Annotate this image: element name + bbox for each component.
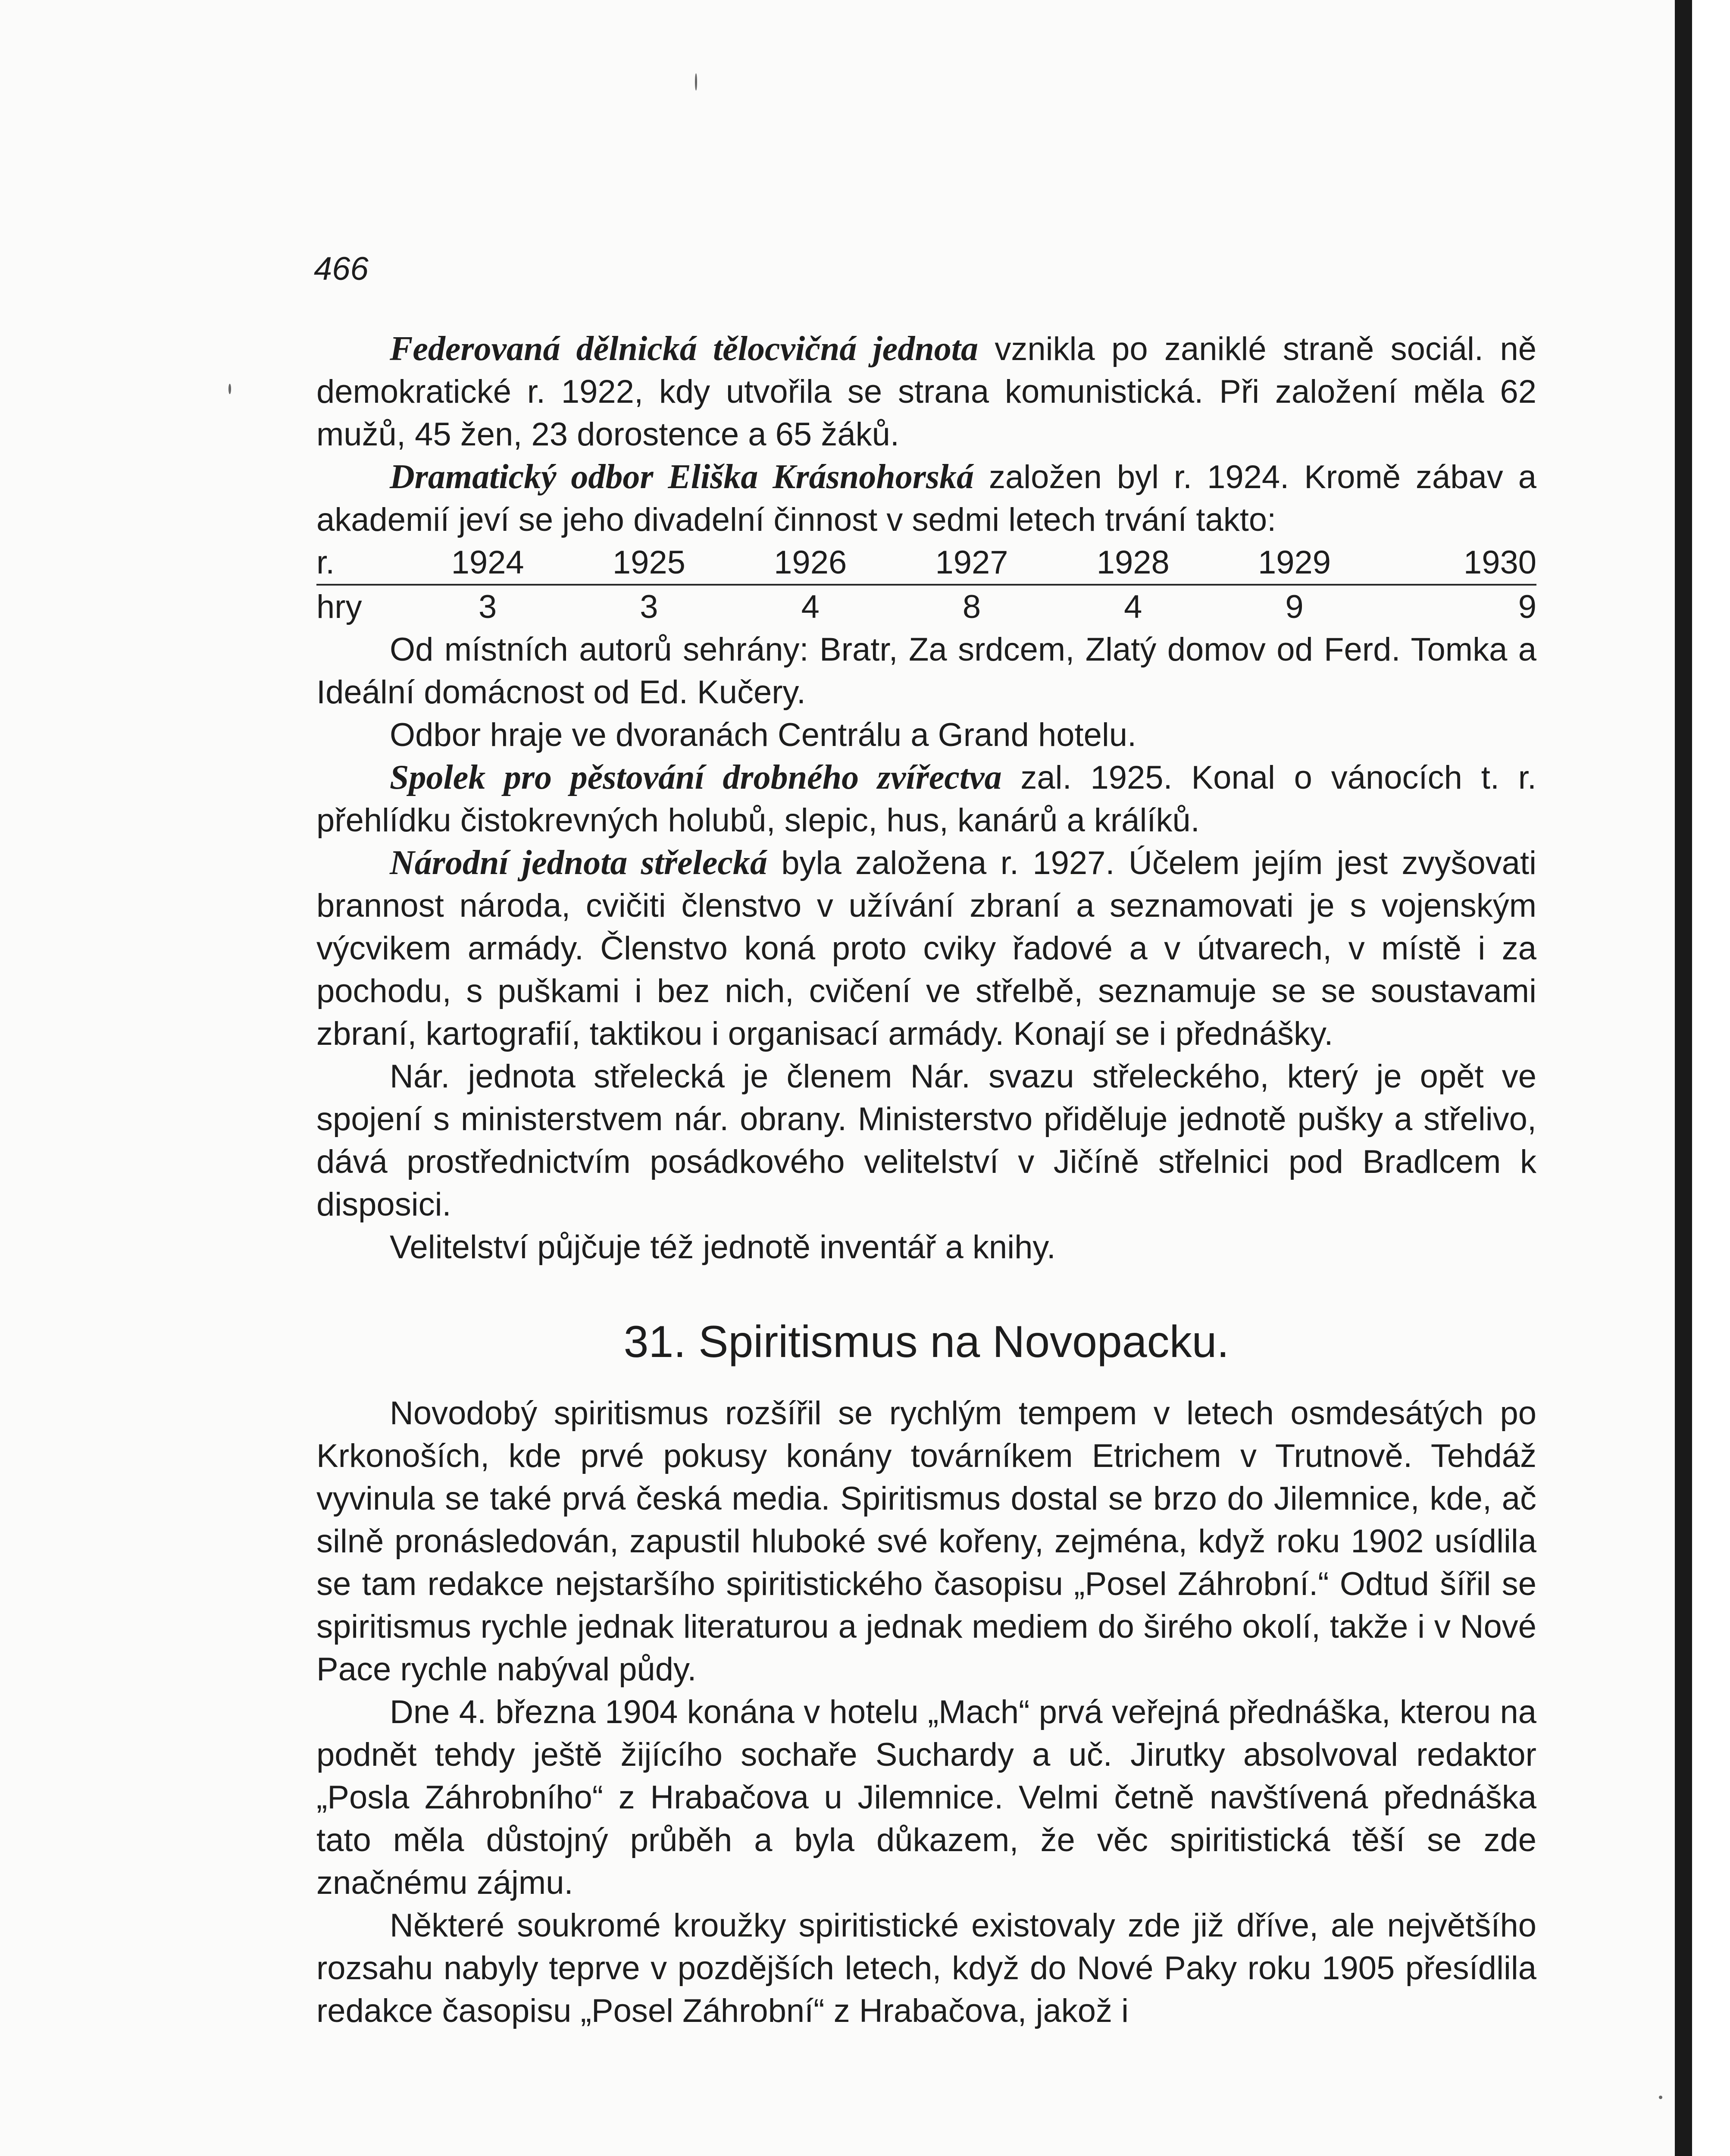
table-cell-year: 1929: [1214, 541, 1375, 585]
paragraph-group-clubs: [316, 628, 1536, 1269]
scan-speck: [228, 384, 231, 394]
scan-speck: [1659, 2096, 1662, 2099]
paragraph: [316, 842, 1536, 1055]
paragraph: [316, 456, 1536, 541]
paragraph-text: zal. 1925. Konal o vánocích t. r. přehlídku čistokrevných holubů, slepic, hus, kanárů a králíků.: [316, 759, 1537, 839]
table-row-label: r.: [316, 541, 407, 585]
table-cell-plays: 4: [801, 589, 820, 625]
paragraph: [316, 628, 1536, 714]
table-cell-year: 1924: [407, 541, 568, 585]
paragraph-group-societies: [316, 328, 1536, 541]
table-cell-plays: 3: [479, 589, 497, 625]
table-cell-plays: 4: [1124, 589, 1142, 625]
paragraph: [316, 714, 1536, 756]
table-cell-plays: 9: [1518, 589, 1536, 625]
paragraph: [316, 1226, 1536, 1269]
table-row-label: hry: [316, 589, 362, 625]
section-heading: 31. Spiritismus na Novopacku.: [623, 1317, 1229, 1367]
paragraph-emphasis: Federovaná dělnická tělocvičná jednota: [390, 330, 978, 368]
paragraph: [316, 328, 1536, 456]
paragraph: [316, 756, 1536, 842]
table-cell-year: 1927: [891, 541, 1052, 585]
paragraph: [316, 1055, 1536, 1226]
table-cell-plays: 8: [962, 589, 981, 625]
paragraph-text: Novodobý spiritismus rozšířil se rychlým tempem v letech osmdesátých po Krkonoších, kde prvé pokusy konány továrníkem Etrichem v Trutnově. Tehdáž vyvinula se také prvá česká media. Spiritismus dostal se brzo do Jilemnice, kde, ač silně pronásledován, zapustil hluboké své kořeny, zejména, když roku 1902 usídlila se tam redakce nejstaršího spiritistického časopisu „Posel Záhrobní.“ Odtud šířil se spiritismus rychle jednak literaturou a jednak mediem do širého okolí, takže i v Nové Pace rychle nabýval půdy.: [316, 1395, 1536, 1688]
table-cell-plays: 3: [640, 589, 658, 625]
plays-table: [316, 541, 1536, 628]
table-cell-year: 1925: [568, 541, 729, 585]
scan-speck: [695, 73, 697, 91]
paragraph-emphasis: Dramatický odbor Eliška Krásnohorská: [390, 458, 974, 496]
paragraph-text: byla založena r. 1927. Účelem jejím jest zvyšovati brannost národa, cvičiti členstvo v užívání zbraní a seznamovati je s vojenským výcvikem armády. Členstvo koná proto cviky řadové a v útvarech, v místě i za pochodu, s puškami i bez nich, cvičení ve střelbě, seznamuje se se soustavami zbraní, kartografií, taktikou i organisací armády. Konají se i přednášky.: [316, 845, 1536, 1052]
table-cell-plays: 9: [1285, 589, 1304, 625]
paragraph-text: Dne 4. března 1904 konána v hotelu „Mach“ prvá veřejná přednáška, kterou na podnět tehdy ještě žijícího sochaře Suchardy a uč. Jirutky absolvoval redaktor „Posla Záhrobního“ z Hrabačova u Jilemnice. Velmi četně navštívená přednáška tato měla důstojný průběh a byla důkazem, že věc spiritistická těší se zde značnému zájmu.: [316, 1694, 1536, 1901]
paragraph-text: Některé soukromé kroužky spiritistické existovaly zde již dříve, ale největšího rozsahu nabyly teprve v pozdějších letech, když do Nové Paky roku 1905 přesídlila redakce časopisu „Posel Záhrobní“ z Hrabačova, jakož i: [316, 1907, 1536, 2029]
paragraph-emphasis: Národní jednota střelecká: [390, 844, 767, 882]
table-cell-year: 1930: [1375, 541, 1536, 585]
table-cell-year: 1926: [730, 541, 891, 585]
table-cell-year: 1928: [1052, 541, 1214, 585]
table-row-years: [316, 541, 1536, 585]
paragraph: [316, 1392, 1536, 1691]
paragraph-text: Velitelství půjčuje též jednotě inventář a knihy.: [390, 1229, 1056, 1266]
paragraph-text: Nár. jednota střelecká je členem Nár. svazu střeleckého, který je opět ve spojení s ministerstvem nár. obrany. Ministerstvo přiděluje jednotě pušky a střelivo, dává prostřednictvím posádkového velitelství v Jičíně střelnici pod Bradlcem k disposici.: [316, 1058, 1536, 1223]
page-number: 466: [314, 251, 369, 287]
paragraph-emphasis: Spolek pro pěstování drobného zvířectva: [390, 758, 1002, 796]
table-row-plays: [316, 585, 1536, 628]
paragraph-text: vznikla po zaniklé straně sociál. ně demokratické r. 1922, kdy utvořila se strana komunistická. Při založení měla 62 mužů, 45 žen, 23 dorostence a 65 žáků.: [316, 331, 1536, 453]
paragraph-text: Odbor hraje ve dvoranách Centrálu a Grand hotelu.: [390, 717, 1137, 753]
paragraph: [316, 1904, 1536, 2032]
paragraph-text: založen byl r. 1924. Kromě zábav a akademií jeví se jeho divadelní činnost v sedmi letech trvání takto:: [316, 459, 1536, 538]
paragraph-group-spiritism: [316, 1392, 1536, 2032]
page-content: [316, 328, 1536, 2032]
paragraph: [316, 1691, 1536, 1904]
paragraph-text: Od místních autorů sehrány: Bratr, Za srdcem, Zlatý domov od Ferd. Tomka a Ideální domácnost od Ed. Kučery.: [316, 631, 1536, 711]
